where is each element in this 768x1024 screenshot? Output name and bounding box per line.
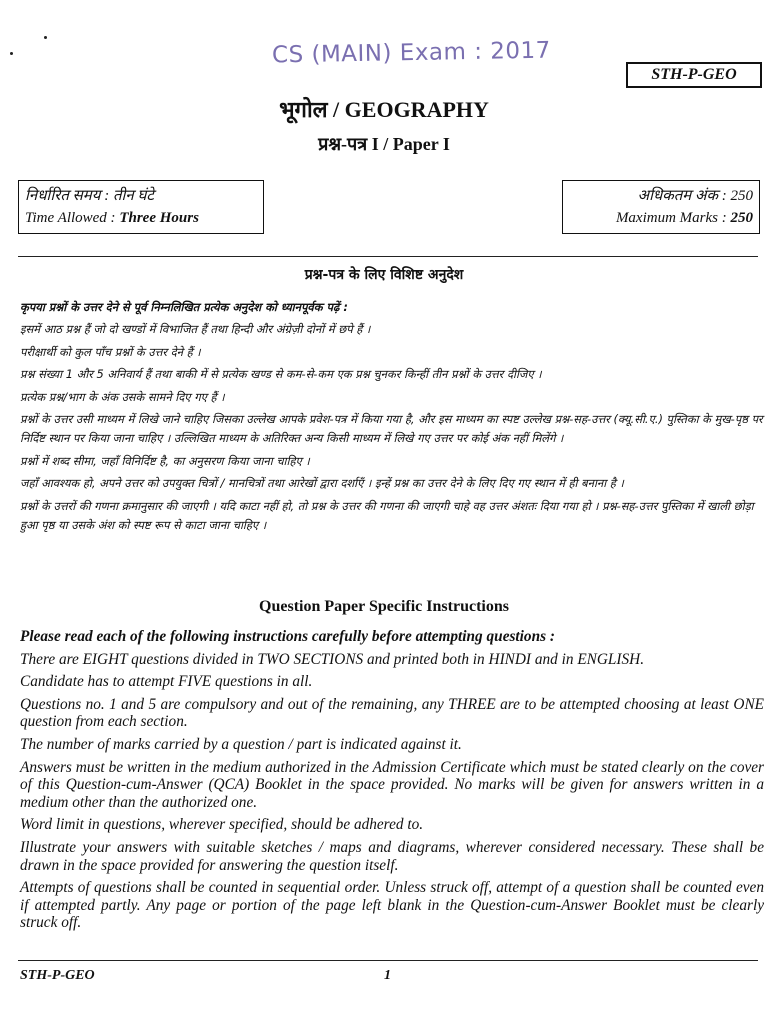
english-instruction-item: Questions no. 1 and 5 are compulsory and out of the remaining, any THREE are to be attempted choosing at least ONE question from each section. [20,695,764,731]
english-instruction-item: There are EIGHT questions divided in TWO SECTIONS and printed both in HINDI and in ENGLISH. [20,650,645,668]
english-instruction-item: The number of marks carried by a question / part is indicated against it. [20,735,462,753]
hindi-instruction-item: प्रश्नों के उत्तर उसी माध्यम में लिखे जाने चाहिए जिसका उल्लेख आपके प्रवेश-पत्र में किया गया है, और इस माध्यम का स्पष्ट उल्लेख प्रश्न-सह-उत्तर (क्यू.सी.ए.) पुस्तिका के मुख-पृष्ठ पर निर्दिष्ट स्थान पर किया जाना चाहिए । उल्लिखित माध्यम के अतिरिक्त अन्य किसी माध्यम में लिखे गए उत्तर पर कोई अंक नहीं मिलेंगे । [20,412,763,446]
english-instructions [20,628,764,937]
hindi-instruction-item: परीक्षार्थी को कुल पाँच प्रश्नों के उत्तर देने हैं । [20,344,201,359]
english-instruction-item: Answers must be written in the medium authorized in the Admission Certificate which must be stated clearly on the cover of this Question-cum-Answer (QCA) Booklet in the space provided. No marks will be given for answers written in a medium other than the authorized one. [20,758,764,811]
time-allowed-hindi: निर्धारित समय : तीन घंटे [25,188,154,204]
subject-title: भूगोल / GEOGRAPHY [279,97,489,122]
maximum-marks-value: 250 [730,210,753,226]
hindi-instruction-item: प्रश्नों के उत्तरों की गणना क्रमानुसार की जाएगी । यदि काटा नहीं हो, तो प्रश्न के उत्तर की गणना की जाएगी चाहे वह उत्तर अंशतः दिया गया हो । प्रश्न-सह-उत्तर पुस्तिका में खाली छोड़ा हुआ पृष्ठ या उसके अंश को स्पष्ट रूप से काटा जाना चाहिए । [20,498,754,533]
hindi-instructions-heading: प्रश्न-पत्र के लिए विशिष्ट अनुदेश [304,267,464,283]
scan-speck [10,52,13,55]
hindi-instruction-item: जहाँ आवश्यक हो, अपने उत्तर को उपयुक्त चित्रों / मानचित्रों तथा आरेखों द्वारा दर्शाएँ । इन्हें प्रश्न का उत्तर देने के लिए दिए गए स्थान में ही बनाना है । [20,476,624,491]
footer-divider [18,960,758,961]
exam-stamp: CS (MAIN) Exam : 2017 [271,37,552,69]
header-divider [18,256,758,257]
time-allowed-box [18,180,264,234]
hindi-instruction-item: प्रश्नों में शब्द सीमा, जहाँ विनिर्दिष्ट है, का अनुसरण किया जाना चाहिए । [20,453,310,468]
hindi-instruction-item: इसमें आठ प्रश्न हैं जो दो खण्डों में विभाजित हैं तथा हिन्दी और अंग्रेज़ी दोनों में छपे हैं । [20,322,371,337]
english-instruction-item: Illustrate your answers with suitable sketches / maps and diagrams, wherever considered necessary. These shall be drawn in the space provided for answering the question itself. [20,838,764,874]
time-allowed-value: Three Hours [119,210,199,226]
hindi-instructions-lead: कृपया प्रश्नों के उत्तर देने से पूर्व निम्नलिखित प्रत्येक अनुदेश को ध्यानपूर्वक पढ़ें : [20,300,348,314]
english-instruction-item: Attempts of questions shall be counted in sequential order. Unless struck off, attempt of a question shall be counted even if attempted partly. Any page or portion of the page left blank in the Question-cum-Answer Booklet must be clearly struck off. [20,879,764,932]
english-instruction-item: Candidate has to attempt FIVE questions in all. [20,673,313,691]
maximum-marks-english [569,207,753,229]
page-number: 1 [384,968,391,983]
maximum-marks-label: Maximum Marks : [615,210,731,226]
paper-title: प्रश्न-पत्र I / Paper I [318,134,450,154]
time-allowed-label: Time Allowed : [25,210,120,226]
english-instructions-lead: Please read each of the following instructions carefully before attempting questions : [20,628,555,645]
time-allowed-english [25,207,257,229]
hindi-instruction-item: प्रत्येक प्रश्न/भाग के अंक उसके सामने दिए गए हैं । [20,389,225,404]
footer-paper-code: STH-P-GEO [20,968,95,983]
hindi-instructions [20,298,766,538]
maximum-marks-box [562,180,760,234]
maximum-marks-hindi: अधिकतम अंक : 250 [637,188,753,204]
paper-code-box: STH-P-GEO [626,62,762,88]
scan-speck [44,36,47,39]
hindi-instruction-item: प्रश्न संख्या 1 और 5 अनिवार्य हैं तथा बाकी में से प्रत्येक खण्ड से कम-से-कम एक प्रश्न चुनकर किन्हीं तीन प्रश्नों के उत्तर दीजिए । [20,367,542,382]
english-instructions-heading: Question Paper Specific Instructions [259,598,509,615]
english-instruction-item: Word limit in questions, wherever specified, should be adhered to. [20,816,424,834]
